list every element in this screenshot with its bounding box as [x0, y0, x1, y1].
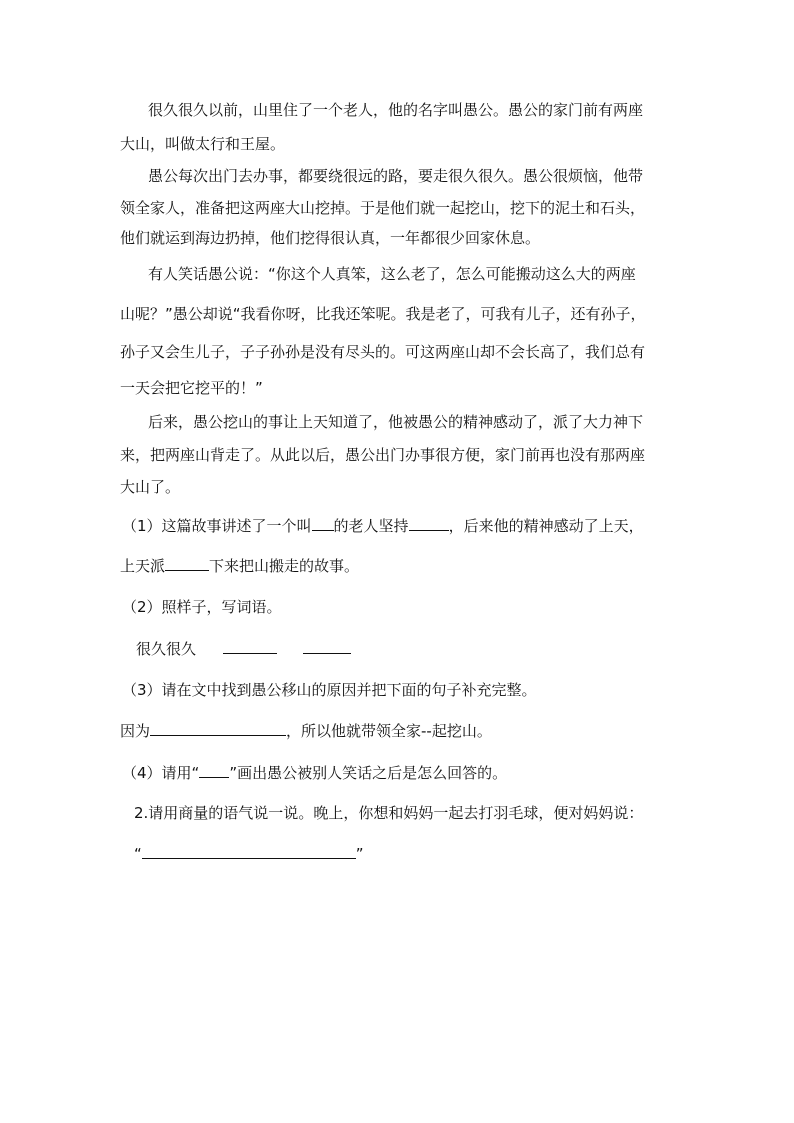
example-word: 很久很久	[136, 640, 197, 658]
story-line: 来，把两座山背走了。从此以后，愚公出门办事很方便，家门前再也没有那两座	[120, 446, 646, 464]
answer-blank[interactable]	[150, 720, 286, 736]
question-4-text-b: ”画出愚公被别人笑话之后是怎么回答的。	[229, 764, 508, 782]
answer-blank[interactable]	[165, 555, 209, 571]
question-1-text-e: 下来把山搬走的故事。	[209, 557, 360, 575]
question-4	[122, 762, 507, 782]
story-line: 他们就运到海边扔掉，他们挖得很认真，一年都很少回家休息。	[120, 229, 541, 247]
question-1-text-b: 的老人坚持	[333, 517, 409, 535]
question-2-words	[136, 638, 351, 658]
question-1-line-2	[120, 555, 359, 575]
question-1-text-d: 上天派	[120, 557, 166, 575]
answer-blank[interactable]	[142, 843, 356, 859]
open-quote: “	[134, 845, 142, 863]
close-quote: ”	[355, 845, 364, 863]
question-5-answer	[134, 843, 364, 863]
answer-blank[interactable]	[303, 638, 351, 654]
story-line: 很久很久以前，山里住了一个老人，他的名字叫愚公。愚公的家门前有两座	[148, 101, 644, 119]
story-line: 山呢？”愚公却说“我看你呀，比我还笨呢。我是老了，可我有儿子，还有孙子，	[120, 305, 646, 323]
question-3-title: （3）请在文中找到愚公移山的原因并把下面的句子补充完整。	[122, 681, 537, 699]
story-line: 领全家人，准备把这两座大山挖掉。于是他们就一起挖山，挖下的泥土和石头，	[120, 199, 646, 217]
story-line: 大山，叫做太行和王屋。	[120, 135, 286, 153]
question-3-text-b: ，所以他就带领全家--起挖山。	[286, 722, 492, 740]
underline-sample	[199, 762, 229, 778]
question-3-sentence	[120, 720, 492, 740]
question-5-title: 2.请用商量的语气说一说。晚上，你想和妈妈一起去打羽毛球，便对妈妈说：	[134, 804, 644, 822]
answer-blank[interactable]	[409, 515, 449, 531]
question-1-text-c: ，后来他的精神感动了上天，	[448, 517, 644, 535]
story-line: 孙子又会生儿子，子子孙孙是没有尽头的。可这两座山却不会长高了，我们总有	[120, 343, 646, 361]
question-1-line-1	[122, 515, 644, 535]
story-line: 后来，愚公挖山的事让上天知道了，他被愚公的精神感动了，派了大力神下	[148, 413, 644, 431]
answer-blank[interactable]	[223, 638, 277, 654]
story-line: 愚公每次出门去办事，都要绕很远的路，要走很久很久。愚公很烦恼，他带	[148, 167, 644, 185]
story-line: 一天会把它挖平的！”	[120, 379, 263, 397]
question-3-text-a: 因为	[120, 722, 151, 740]
answer-blank[interactable]	[312, 515, 334, 531]
question-1-text-a: （1）这篇故事讲述了一个叫	[122, 517, 312, 535]
story-line: 有人笑话愚公说：“你这个人真笨，这么老了，怎么可能搬动这么大的两座	[148, 265, 636, 283]
question-4-text-a: （4）请用“	[122, 764, 200, 782]
story-line: 大山了。	[120, 478, 181, 496]
question-2-title: （2）照样子，写词语。	[122, 598, 282, 616]
